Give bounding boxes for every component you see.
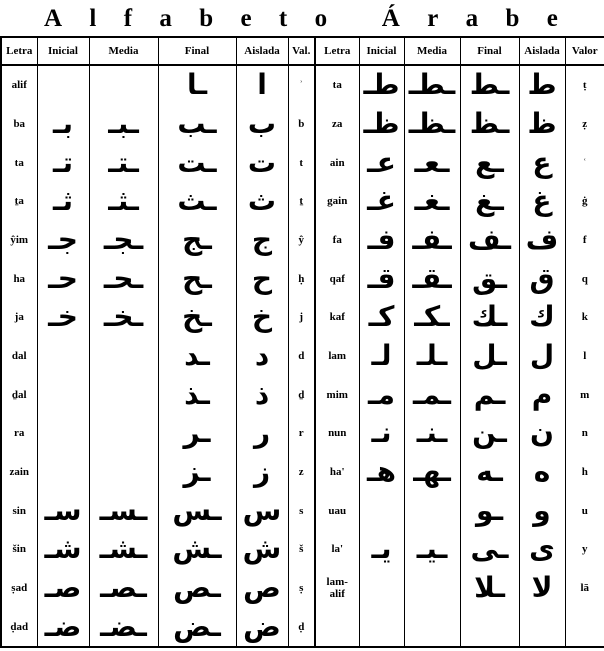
- glyph-fin-cell: ـس: [158, 491, 236, 530]
- glyph-med-cell: ـسـ: [89, 491, 158, 530]
- glyph-med-cell: [89, 337, 158, 376]
- glyph-ais-cell: ل: [519, 337, 565, 376]
- table-row: [1, 569, 604, 608]
- glyph-med-cell: ـطـ: [404, 65, 460, 105]
- letter-name-cell: [315, 569, 359, 608]
- glyph-med-cell: [404, 569, 460, 608]
- glyph-ini-cell: [359, 607, 404, 647]
- glyph-fin-cell: ـت: [158, 143, 236, 182]
- value-cell: b: [288, 105, 315, 144]
- column-header: Letra: [315, 37, 359, 65]
- value-cell: ẓ: [565, 105, 604, 144]
- column-header: Final: [460, 37, 519, 65]
- letter-name-cell: ha: [1, 259, 37, 298]
- glyph-med-cell: [89, 65, 158, 105]
- glyph-med-cell: ـبـ: [89, 105, 158, 144]
- column-header: Letra: [1, 37, 37, 65]
- glyph-ais-cell: س: [236, 491, 288, 530]
- column-header: Inicial: [37, 37, 89, 65]
- letter-name-cell: ain: [315, 143, 359, 182]
- letter-name-cell: ṣad: [1, 569, 37, 608]
- glyph-fin-cell: ـث: [158, 182, 236, 221]
- value-cell: r: [288, 414, 315, 453]
- glyph-ini-cell: [37, 375, 89, 414]
- letter-name-cell: šin: [1, 530, 37, 569]
- table-row: [1, 375, 604, 414]
- value-cell: [565, 607, 604, 647]
- glyph-ais-cell: ط: [519, 65, 565, 105]
- glyph-fin-cell: ـح: [158, 259, 236, 298]
- glyph-fin-cell: ـخ: [158, 298, 236, 337]
- letter-name-part: alif: [329, 587, 345, 600]
- glyph-ini-cell: ضـ: [37, 607, 89, 647]
- glyph-fin-cell: ـز: [158, 453, 236, 492]
- title-letter: r: [427, 5, 439, 32]
- glyph-fin-cell: ـم: [460, 375, 519, 414]
- glyph-fin-cell: ـع: [460, 143, 519, 182]
- letter-name-cell: ja: [1, 298, 37, 337]
- letter-name-cell: alif: [1, 65, 37, 105]
- table-row: [1, 414, 604, 453]
- title-letter: a: [159, 5, 172, 32]
- column-header: Valor: [565, 37, 604, 65]
- letter-name-cell: la': [315, 530, 359, 569]
- table-body: [1, 65, 604, 647]
- table-row: [1, 221, 604, 260]
- title-letter: f: [123, 5, 133, 32]
- glyph-med-cell: [89, 375, 158, 414]
- title-letter: b: [199, 5, 214, 32]
- glyph-med-cell: [404, 607, 460, 647]
- glyph-ini-cell: فـ: [359, 221, 404, 260]
- header-row: [1, 37, 604, 65]
- value-cell: ġ: [565, 182, 604, 221]
- value-cell: ʿ: [565, 143, 604, 182]
- glyph-ini-cell: حـ: [37, 259, 89, 298]
- page-title: [0, 4, 604, 34]
- value-cell: m: [565, 375, 604, 414]
- letter-name-part: lam-: [326, 575, 348, 588]
- glyph-fin-cell: ـا: [158, 65, 236, 105]
- glyph-med-cell: ـخـ: [89, 298, 158, 337]
- glyph-ini-cell: نـ: [359, 414, 404, 453]
- glyph-ais-cell: [519, 607, 565, 647]
- glyph-fin-cell: ـف: [460, 221, 519, 260]
- glyph-fin-cell: ـو: [460, 491, 519, 530]
- glyph-ais-cell: و: [519, 491, 565, 530]
- column-header: Aislada: [236, 37, 288, 65]
- glyph-ini-cell: [37, 65, 89, 105]
- glyph-ais-cell: ك: [519, 298, 565, 337]
- glyph-ais-cell: ج: [236, 221, 288, 260]
- value-cell: ṭ: [565, 65, 604, 105]
- glyph-ais-cell: ا: [236, 65, 288, 105]
- letter-name-cell: dal: [1, 337, 37, 376]
- title-letter: o: [314, 5, 328, 32]
- glyph-ini-cell: خـ: [37, 298, 89, 337]
- value-cell: lā: [565, 569, 604, 608]
- column-header: Media: [89, 37, 158, 65]
- glyph-ais-cell: ف: [519, 221, 565, 260]
- value-cell: k: [565, 298, 604, 337]
- value-cell: ḏ: [288, 375, 315, 414]
- value-cell: ṣ: [288, 569, 315, 608]
- glyph-fin-cell: ـر: [158, 414, 236, 453]
- glyph-fin-cell: ـض: [158, 607, 236, 647]
- glyph-fin-cell: ـط: [460, 65, 519, 105]
- value-cell: ḥ: [288, 259, 315, 298]
- value-cell: z: [288, 453, 315, 492]
- table-row: [1, 143, 604, 182]
- glyph-ais-cell: ق: [519, 259, 565, 298]
- value-cell: ḍ: [288, 607, 315, 647]
- glyph-med-cell: ـمـ: [404, 375, 460, 414]
- glyph-ini-cell: لـ: [359, 337, 404, 376]
- column-header: Media: [404, 37, 460, 65]
- glyph-ais-cell: ن: [519, 414, 565, 453]
- glyph-fin-cell: ـد: [158, 337, 236, 376]
- glyph-fin-cell: [460, 607, 519, 647]
- glyph-fin-cell: ـل: [460, 337, 519, 376]
- title-letter: e: [240, 5, 252, 32]
- glyph-med-cell: ـلـ: [404, 337, 460, 376]
- glyph-ini-cell: ظـ: [359, 105, 404, 144]
- glyph-med-cell: ـصـ: [89, 569, 158, 608]
- glyph-ini-cell: [359, 569, 404, 608]
- glyph-ini-cell: صـ: [37, 569, 89, 608]
- column-header: Final: [158, 37, 236, 65]
- title-letter: l: [89, 5, 97, 32]
- glyph-ini-cell: [359, 491, 404, 530]
- glyph-fin-cell: ـظ: [460, 105, 519, 144]
- glyph-ais-cell: ع: [519, 143, 565, 182]
- table-row: [1, 453, 604, 492]
- glyph-ais-cell: لا: [519, 569, 565, 608]
- glyph-med-cell: ـضـ: [89, 607, 158, 647]
- value-cell: t: [288, 143, 315, 182]
- title-letter: t: [278, 5, 288, 32]
- glyph-med-cell: [404, 491, 460, 530]
- letter-name-cell: nun: [315, 414, 359, 453]
- glyph-med-cell: ـيـ: [404, 530, 460, 569]
- value-cell: ṯ: [288, 182, 315, 221]
- glyph-fin-cell: ـى: [460, 530, 519, 569]
- glyph-med-cell: ـشـ: [89, 530, 158, 569]
- letter-name-cell: zain: [1, 453, 37, 492]
- glyph-med-cell: ـثـ: [89, 182, 158, 221]
- glyph-ini-cell: بـ: [37, 105, 89, 144]
- letter-name-cell: ba: [1, 105, 37, 144]
- column-header: Aislada: [519, 37, 565, 65]
- glyph-med-cell: [89, 453, 158, 492]
- title-letter: a: [465, 5, 479, 32]
- glyph-ais-cell: د: [236, 337, 288, 376]
- letter-name-cell: ŷim: [1, 221, 37, 260]
- value-cell: d: [288, 337, 315, 376]
- letter-name-cell: za: [315, 105, 359, 144]
- glyph-fin-cell: ـب: [158, 105, 236, 144]
- glyph-fin-cell: ـص: [158, 569, 236, 608]
- glyph-ini-cell: طـ: [359, 65, 404, 105]
- letter-name-cell: ra: [1, 414, 37, 453]
- title-letter: b: [505, 5, 520, 32]
- value-cell: n: [565, 414, 604, 453]
- value-cell: ŷ: [288, 221, 315, 260]
- glyph-ini-cell: شـ: [37, 530, 89, 569]
- title-letter: A: [44, 5, 63, 32]
- glyph-ais-cell: غ: [519, 182, 565, 221]
- glyph-ini-cell: كـ: [359, 298, 404, 337]
- value-cell: l: [565, 337, 604, 376]
- value-cell: h: [565, 453, 604, 492]
- table-row: [1, 182, 604, 221]
- letter-name-cell: sin: [1, 491, 37, 530]
- table-row: [1, 607, 604, 647]
- glyph-ini-cell: مـ: [359, 375, 404, 414]
- glyph-med-cell: ـقـ: [404, 259, 460, 298]
- letter-name-cell: [315, 607, 359, 647]
- alphabet-table: [0, 36, 604, 648]
- glyph-fin-cell: ـج: [158, 221, 236, 260]
- letter-name-cell: mim: [315, 375, 359, 414]
- glyph-ini-cell: يـ: [359, 530, 404, 569]
- value-cell: q: [565, 259, 604, 298]
- glyph-med-cell: ـتـ: [89, 143, 158, 182]
- glyph-ais-cell: ز: [236, 453, 288, 492]
- value-cell: ʾ: [288, 65, 315, 105]
- letter-name-cell: gain: [315, 182, 359, 221]
- table-row: [1, 530, 604, 569]
- glyph-ais-cell: ر: [236, 414, 288, 453]
- glyph-ais-cell: ص: [236, 569, 288, 608]
- glyph-ais-cell: ش: [236, 530, 288, 569]
- glyph-ini-cell: [37, 453, 89, 492]
- letter-name-cell: ḏal: [1, 375, 37, 414]
- glyph-ais-cell: ظ: [519, 105, 565, 144]
- glyph-fin-cell: ـه: [460, 453, 519, 492]
- glyph-fin-cell: ـق: [460, 259, 519, 298]
- table-row: [1, 298, 604, 337]
- glyph-med-cell: ـهـ: [404, 453, 460, 492]
- glyph-ais-cell: ض: [236, 607, 288, 647]
- glyph-fin-cell: ـك: [460, 298, 519, 337]
- table-row: [1, 259, 604, 298]
- glyph-ini-cell: عـ: [359, 143, 404, 182]
- letter-name-cell: kaf: [315, 298, 359, 337]
- value-cell: s: [288, 491, 315, 530]
- glyph-med-cell: ـفـ: [404, 221, 460, 260]
- glyph-ini-cell: ثـ: [37, 182, 89, 221]
- letter-name-cell: ta: [315, 65, 359, 105]
- table-row: [1, 105, 604, 144]
- letter-name-cell: lam: [315, 337, 359, 376]
- glyph-fin-cell: ـذ: [158, 375, 236, 414]
- value-cell: u: [565, 491, 604, 530]
- glyph-ais-cell: ب: [236, 105, 288, 144]
- letter-name-cell: ha': [315, 453, 359, 492]
- glyph-ais-cell: ى: [519, 530, 565, 569]
- title-letter: e: [546, 5, 558, 32]
- glyph-ais-cell: ت: [236, 143, 288, 182]
- glyph-ini-cell: [37, 337, 89, 376]
- glyph-ais-cell: ث: [236, 182, 288, 221]
- glyph-ais-cell: ذ: [236, 375, 288, 414]
- glyph-fin-cell: ـغ: [460, 182, 519, 221]
- glyph-med-cell: ـكـ: [404, 298, 460, 337]
- glyph-ini-cell: جـ: [37, 221, 89, 260]
- glyph-ini-cell: [37, 414, 89, 453]
- table-row: [1, 65, 604, 105]
- glyph-med-cell: ـظـ: [404, 105, 460, 144]
- glyph-med-cell: ـنـ: [404, 414, 460, 453]
- glyph-med-cell: ـحـ: [89, 259, 158, 298]
- letter-name-cell: uau: [315, 491, 359, 530]
- glyph-ini-cell: غـ: [359, 182, 404, 221]
- glyph-ais-cell: ح: [236, 259, 288, 298]
- glyph-med-cell: [89, 414, 158, 453]
- table-row: [1, 491, 604, 530]
- glyph-fin-cell: ـش: [158, 530, 236, 569]
- glyph-fin-cell: ـلا: [460, 569, 519, 608]
- glyph-ais-cell: ه: [519, 453, 565, 492]
- glyph-med-cell: ـغـ: [404, 182, 460, 221]
- letter-name-cell: qaf: [315, 259, 359, 298]
- value-cell: f: [565, 221, 604, 260]
- value-cell: j: [288, 298, 315, 337]
- glyph-ini-cell: قـ: [359, 259, 404, 298]
- alphabet-table-wrapper: [0, 36, 604, 648]
- glyph-ais-cell: م: [519, 375, 565, 414]
- glyph-ais-cell: خ: [236, 298, 288, 337]
- letter-name-cell: ta: [1, 143, 37, 182]
- letter-name-cell: ḍad: [1, 607, 37, 647]
- glyph-fin-cell: ـن: [460, 414, 519, 453]
- glyph-med-cell: ـعـ: [404, 143, 460, 182]
- letter-name-cell: fa: [315, 221, 359, 260]
- glyph-med-cell: ـجـ: [89, 221, 158, 260]
- letter-name-cell: ṯa: [1, 182, 37, 221]
- title-letter: Á: [381, 5, 400, 32]
- glyph-ini-cell: سـ: [37, 491, 89, 530]
- column-header: Inicial: [359, 37, 404, 65]
- value-cell: š: [288, 530, 315, 569]
- value-cell: y: [565, 530, 604, 569]
- glyph-ini-cell: تـ: [37, 143, 89, 182]
- column-header: Val.: [288, 37, 315, 65]
- glyph-ini-cell: هـ: [359, 453, 404, 492]
- table-row: [1, 337, 604, 376]
